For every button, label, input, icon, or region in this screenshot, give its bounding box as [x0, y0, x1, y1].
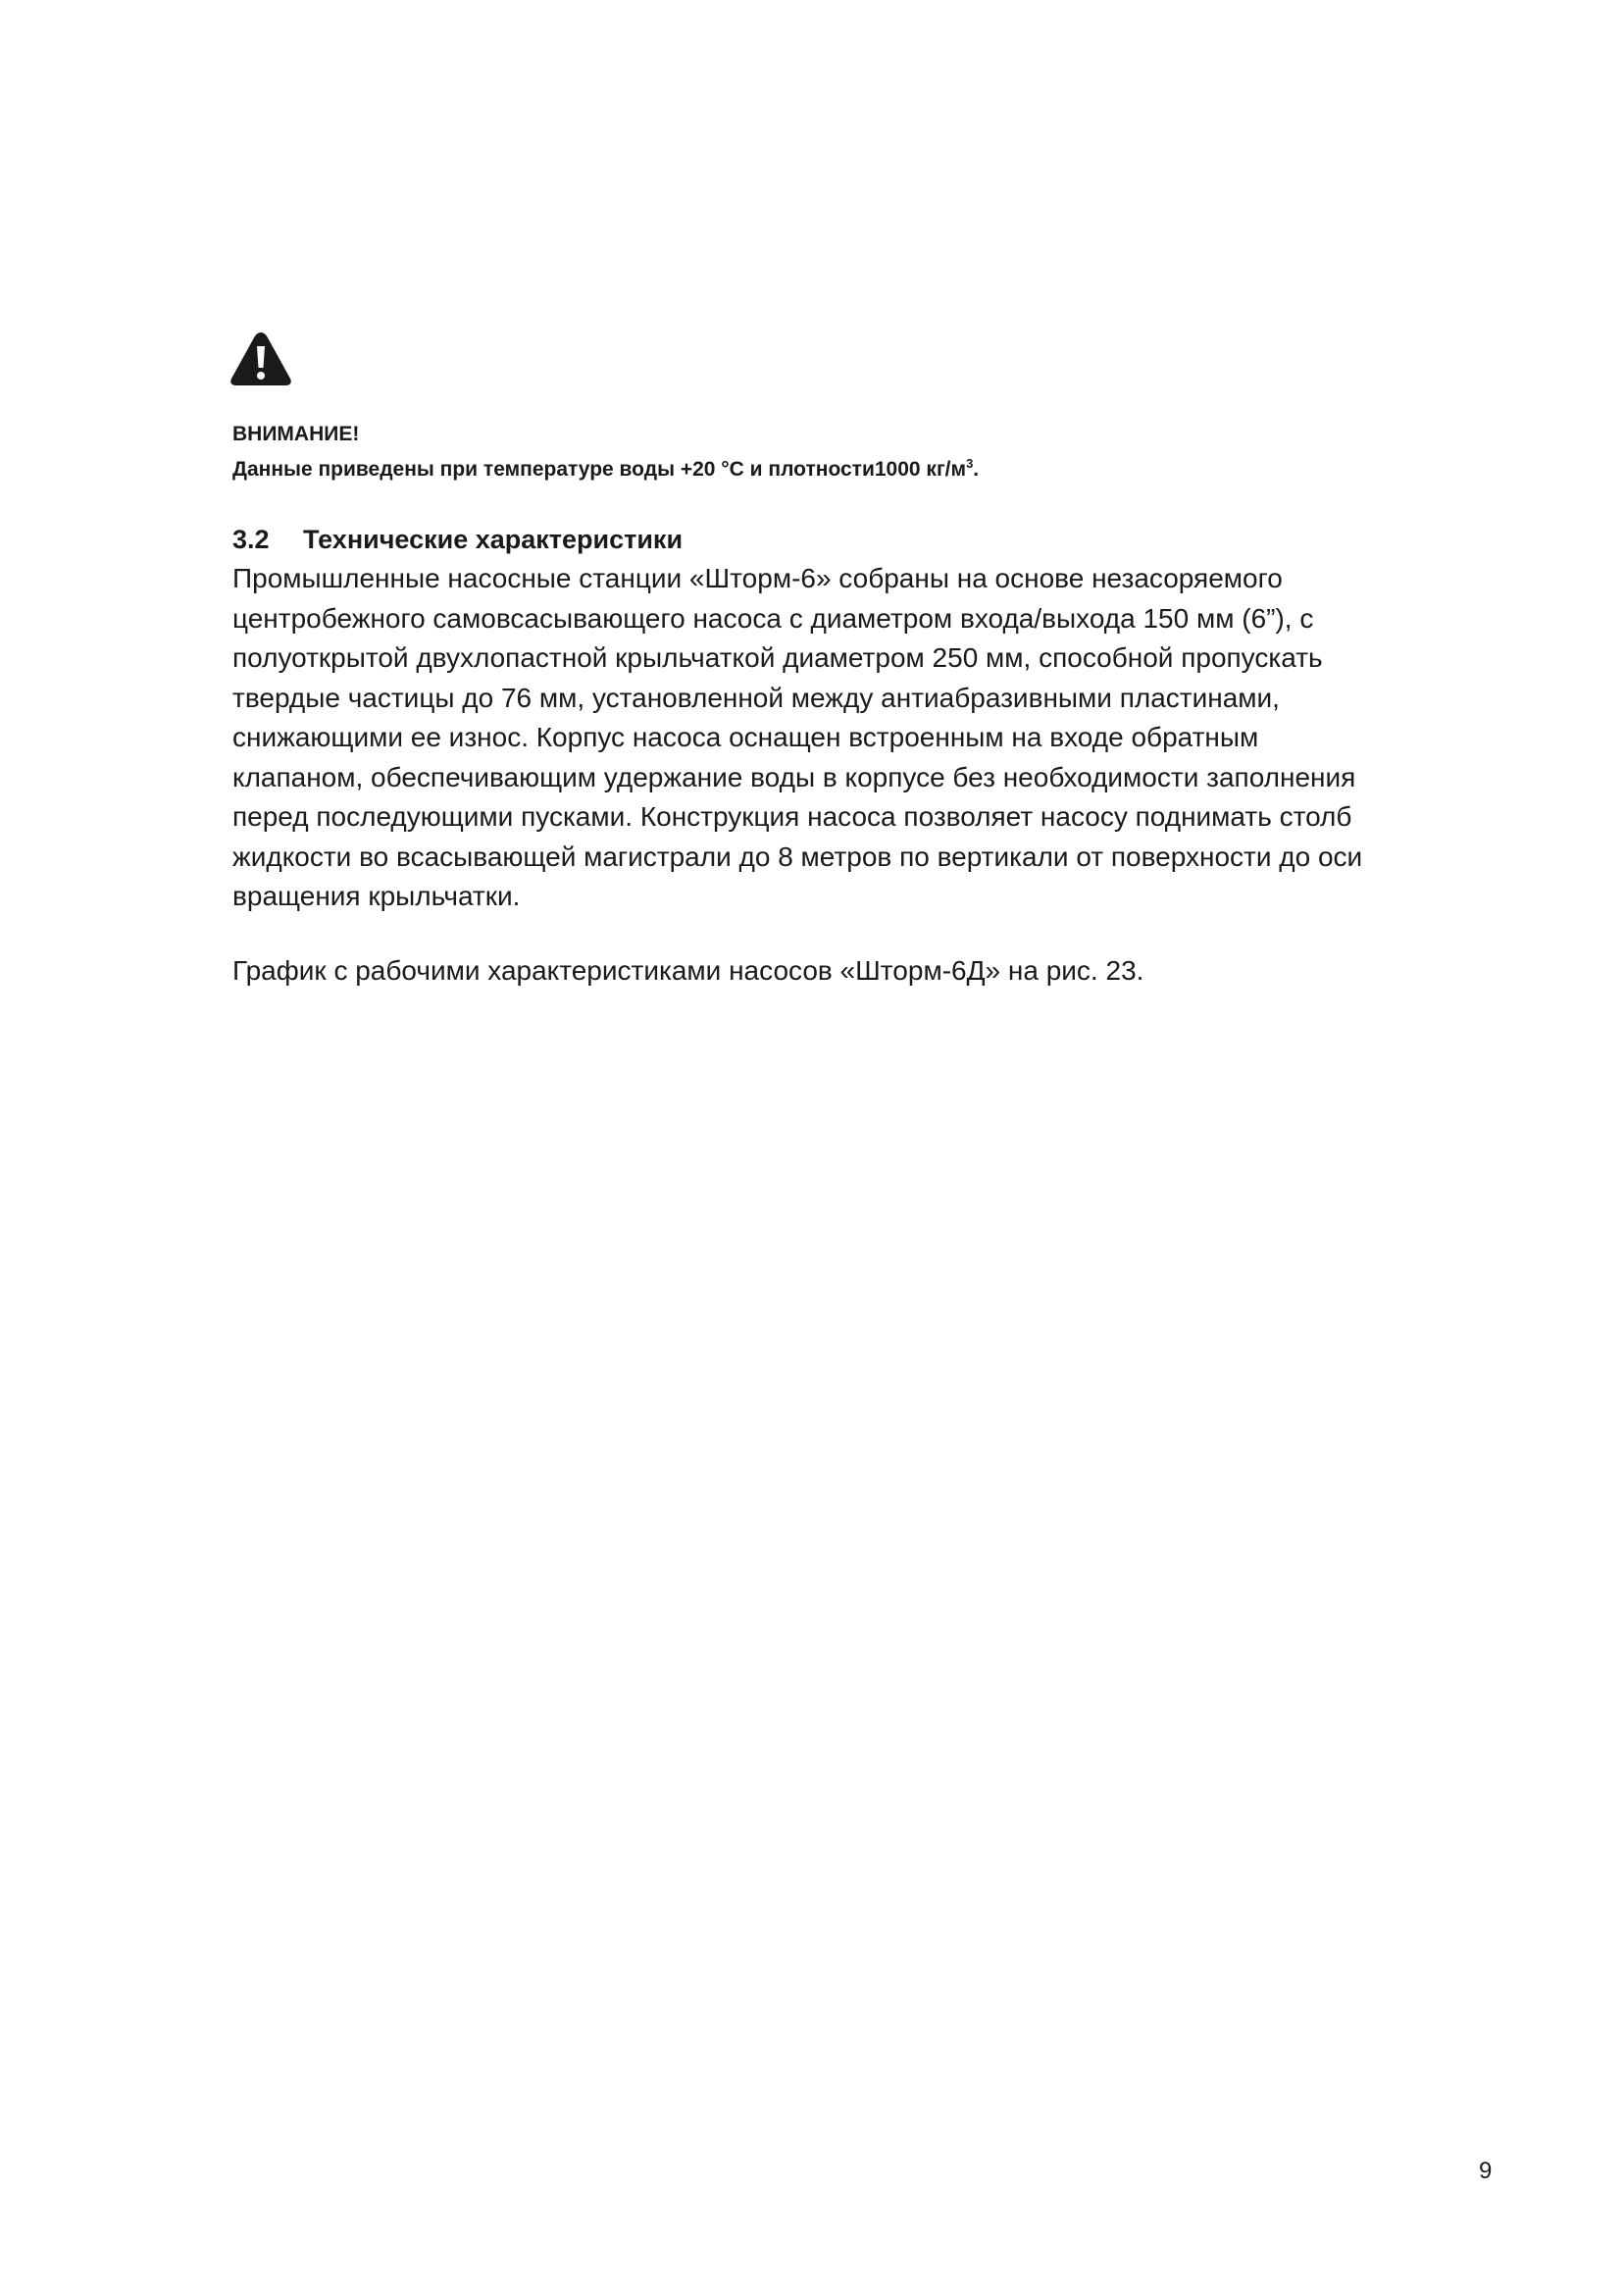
- page-number: 9: [1479, 2158, 1493, 2184]
- warning-text-end: .: [973, 458, 980, 481]
- paragraph-line: вращения крыльчатки.: [232, 881, 521, 911]
- paragraph-line: снижающими ее износ. Корпус насоса оснащен встроенным на входе обратным: [232, 722, 1259, 752]
- section-paragraph: [232, 559, 1507, 917]
- section-number: 3.2: [232, 525, 270, 554]
- paragraph-line: Промышленные насосные станции «Шторм-6» собраны на основе незасоряемого: [232, 563, 1283, 593]
- chart-reference-text: График с рабочими характеристиками насосов «Шторм-6Д» на рис. 23.: [232, 955, 1144, 986]
- warning-text-main: Данные приведены при температуре воды +20 °С и плотности1000 кг/м: [232, 458, 967, 481]
- warning-triangle-icon: [228, 331, 293, 387]
- section-heading: [232, 520, 1507, 559]
- paragraph-line: центробежного самовсасывающего насоса с диаметром входа/выхода 150 мм (6”), с: [232, 602, 1314, 634]
- section-technical-characteristics: [232, 520, 1507, 917]
- paragraph-line: твердые частицы до 76 мм, установленной между антиабразивными пластинами,: [232, 682, 1280, 713]
- paragraph-line: жидкости во всасывающей магистрали до 8 метров по вертикали от поверхности до оси: [232, 841, 1363, 872]
- warning-text-superscript: 3: [966, 456, 974, 471]
- warning-title: ВНИМАНИЕ!: [232, 423, 360, 445]
- paragraph-line: перед последующими пусками. Конструкция насоса позволяет насосу поднимать столб: [232, 801, 1352, 832]
- paragraph-line: полуоткрытой двухлопастной крыльчаткой диаметром 250 мм, способной пропускать: [232, 642, 1323, 673]
- warning-notice: [232, 417, 1507, 487]
- paragraph-line: клапаном, обеспечивающим удержание воды в корпусе без необходимости заполнения: [232, 761, 1356, 792]
- warning-text: [232, 452, 1507, 487]
- section-title: Технические характеристики: [303, 525, 684, 554]
